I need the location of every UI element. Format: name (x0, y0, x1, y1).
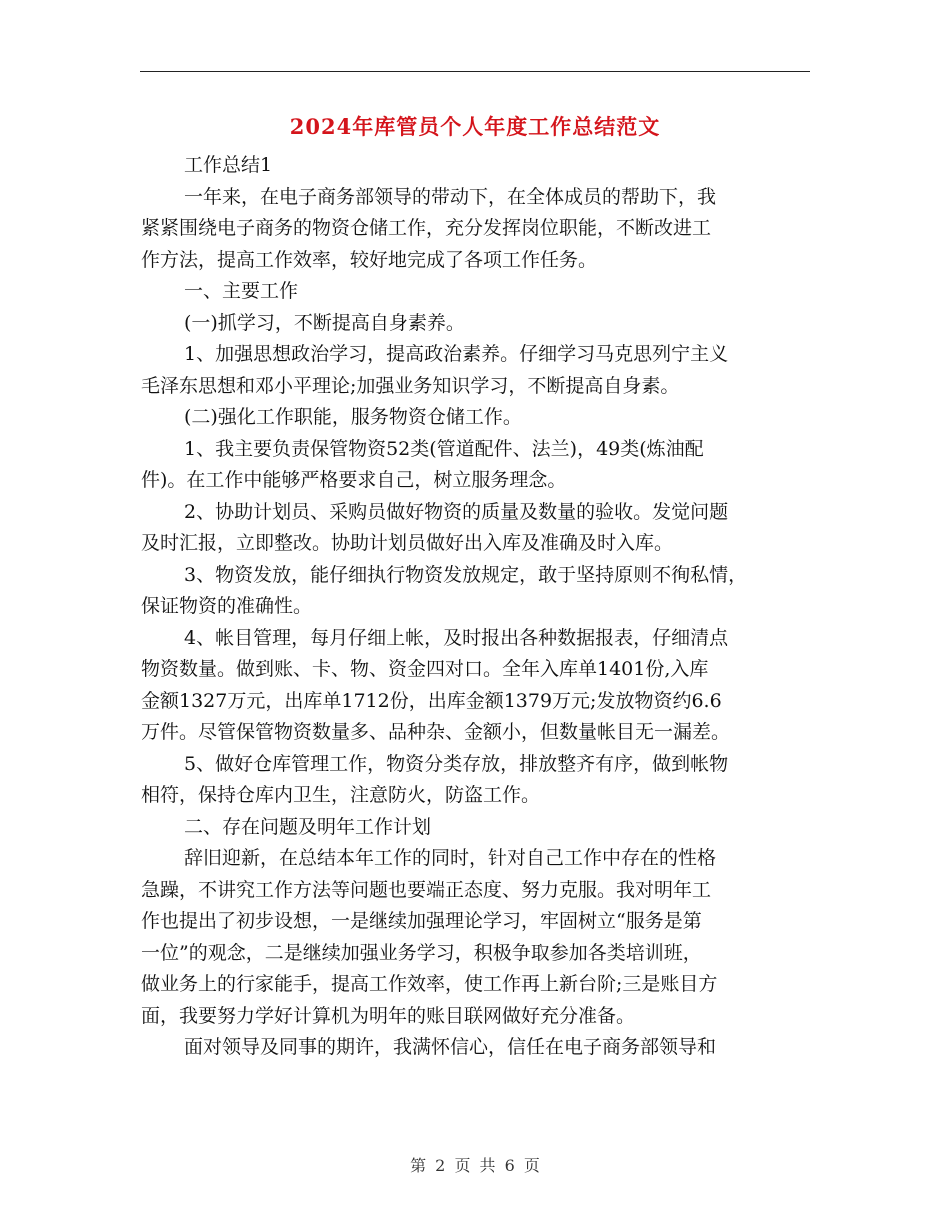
paragraph-line: 保证物资的准确性。 (141, 595, 313, 617)
paragraph-line: 1、我主要负责保管物资52类(管道配件、法兰)，49类(炼油配 (184, 437, 704, 460)
paragraph-line: 相符，保持仓库内卫生，注意防火，防盗工作。 (141, 784, 541, 806)
paragraph-line: (二)强化工作职能，服务物资仓储工作。 (184, 406, 522, 428)
paragraph-line: 工作总结1 (184, 154, 273, 176)
paragraph-line: 二、存在问题及明年工作计划 (184, 815, 432, 838)
paragraph-line: 一位”的观念，二是继续加强业务学习，积极争取参加各类培训班， (141, 941, 702, 964)
paragraph-line: 做业务上的行家能手，提高工作效率，使工作再上新台阶;三是账目方 (141, 973, 718, 995)
paragraph-line: 辞旧迎新，在总结本年工作的同时，针对自己工作中存在的性格 (184, 847, 717, 869)
document-title: 2024年库管员个人年度工作总结范文 (289, 114, 661, 139)
paragraph-line: 急躁，不讲究工作方法等问题也要端正态度、努力克服。我对明年工 (141, 878, 712, 901)
paragraph-line: 5、做好仓库管理工作，物资分类存放，排放整齐有序，做到帐物 (184, 752, 729, 775)
paragraph-line: 1、加强思想政治学习，提高政治素养。仔细学习马克思列宁主义 (184, 343, 729, 365)
paragraph-line: 一、主要工作 (184, 280, 299, 302)
paragraph-line: 面，我要努力学好计算机为明年的账目联网做好充分准备。 (141, 1004, 636, 1027)
paragraph-line: 件)。在工作中能够严格要求自己，树立服务理念。 (141, 469, 567, 491)
header-rule (140, 71, 810, 72)
document-body (141, 150, 813, 1064)
paragraph-line: 面对领导及同事的期许，我满怀信心，信任在电子商务部领导和 (184, 1036, 717, 1058)
paragraph-line: 2、协助计划员、采购员做好物资的质量及数量的验收。发觉问题 (184, 500, 729, 523)
paragraph-line: 万件。尽管保管物资数量多、品种杂、金额小，但数量帐目无一漏差。 (141, 721, 731, 743)
page-number: 第 2 页 共 6 页 (410, 1156, 540, 1175)
paragraph-line: 物资数量。做到账、卡、物、资金四对口。全年入库单1401份,入库 (141, 658, 709, 680)
paragraph-line: 毛泽东思想和邓小平理论;加强业务知识学习，不断提高自身素。 (141, 374, 680, 397)
paragraph-line: 作也提出了初步设想，一是继续加强理论学习，牢固树立“服务是第 (141, 910, 702, 932)
paragraph-line: 4、帐目管理，每月仔细上帐，及时报出各种数据报表，仔细清点 (184, 626, 729, 649)
paragraph-line: 金额1327万元，出库单1712份，出库金额1379万元;发放物资约6.6 (141, 689, 722, 712)
paragraph-line: 紧紧围绕电子商务的物资仓储工作，充分发挥岗位职能，不断改进工 (141, 217, 712, 239)
paragraph-line: 3、物资发放，能仔细执行物资发放规定，敢于坚持原则不徇私情， (184, 563, 748, 586)
paragraph-line: 及时汇报，立即整改。协助计划员做好出入库及准确及时入库。 (141, 532, 674, 554)
paragraph-line: 作方法，提高工作效率，较好地完成了各项工作任务。 (141, 248, 598, 271)
paragraph-line: 一年来，在电子商务部领导的带动下，在全体成员的帮助下，我 (184, 185, 717, 208)
paragraph-line: (一)抓学习，不断提高自身素养。 (184, 311, 465, 334)
